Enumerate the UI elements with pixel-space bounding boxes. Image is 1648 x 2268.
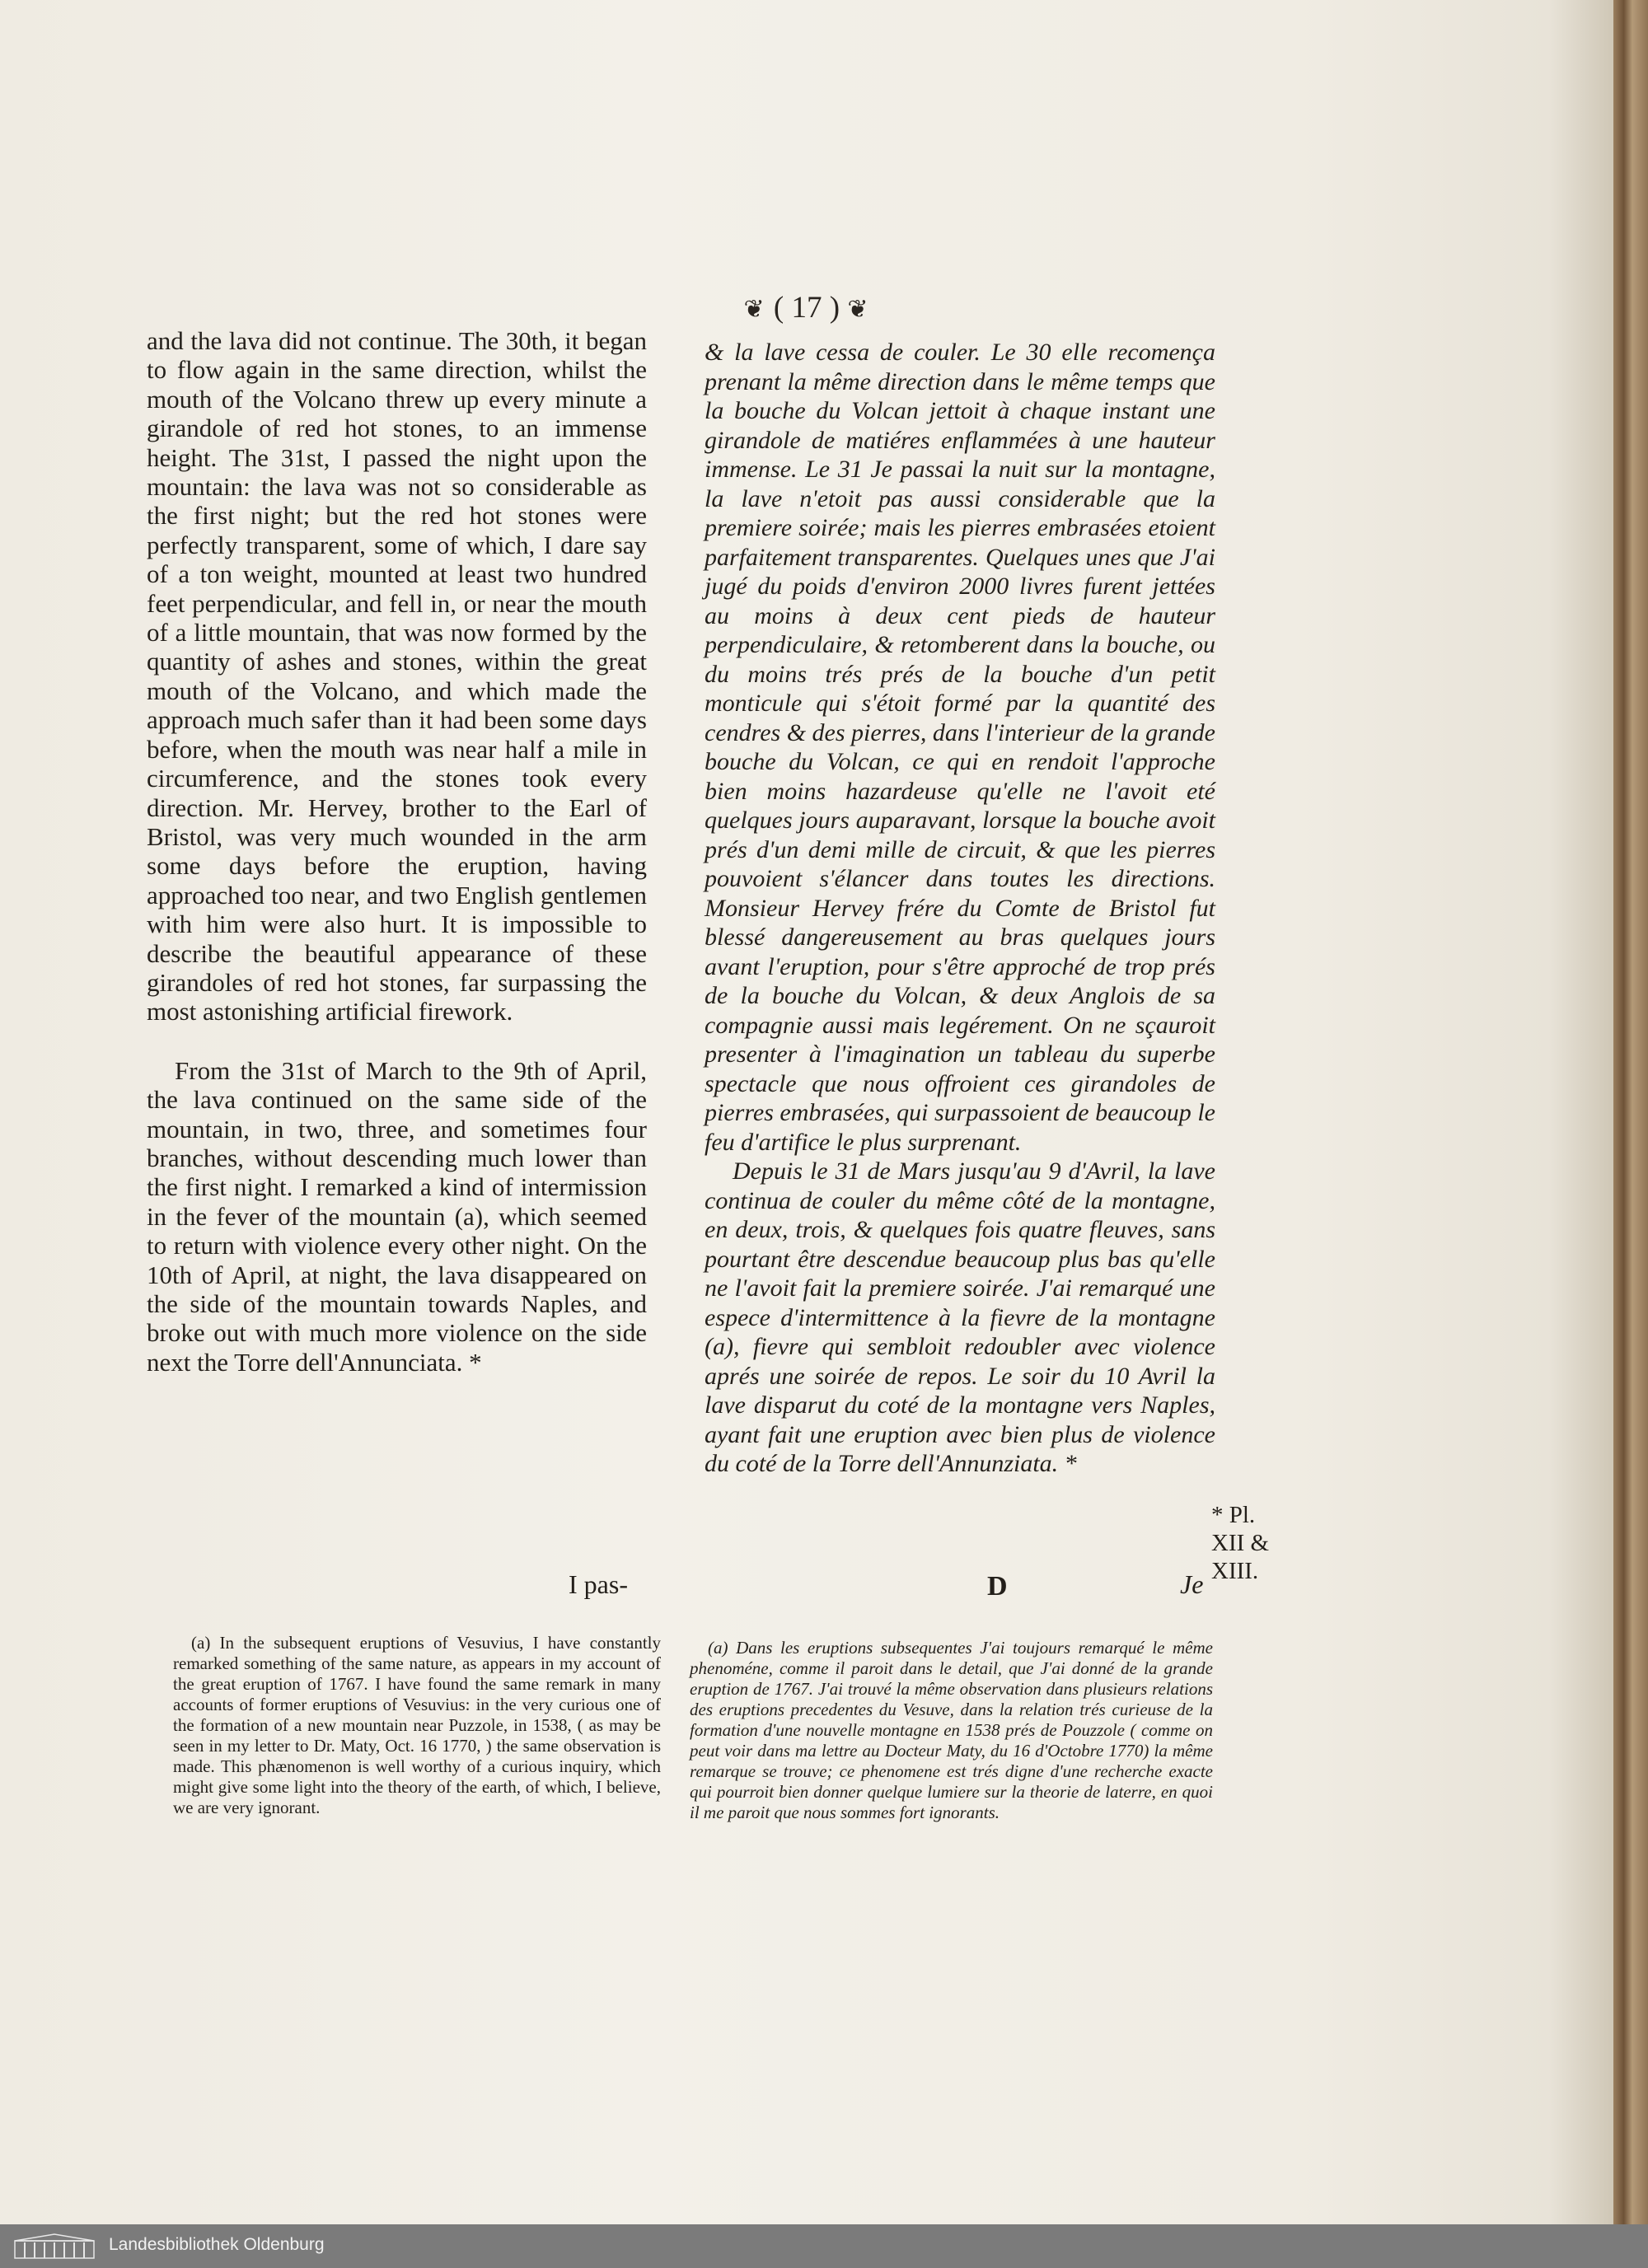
footer-bar	[0, 2224, 1648, 2268]
french-footnote	[690, 1638, 1213, 1823]
french-catchword: Je	[1180, 1569, 1204, 1599]
french-paragraph: Depuis le 31 de Mars jusqu'au 9 d'Avril, la lave continua de couler du même côté de la montagne, en deux, trois, & quelques fois quatre fleuves, sans pourtant être descendue beaucoup plus bas qu'elle ne l'avoit fait la premiere soirée. J'ai remarqué une espece d'intermittence à la fievre de la montagne (a), fievre qui sembloit redoubler avec violence aprés une soirée de repos. Le soir du 10 Avril la lave disparut du coté de la montagne vers Naples, ayant fait une eruption avec bien plus de violence du coté de la Torre dell'Annunziata. *	[705, 1157, 1215, 1477]
english-footnote-text: (a) In the subsequent eruptions of Vesuvius, I have constantly remarked something of the same nature, as appears in my account of the great eruption of 1767. I have found the same remark in many accounts of former eruptions of Vesuvius: in the very curious one of the formation of a new mountain near Puzzole, in 1538, ( as may be seen in my letter to Dr. Maty, Oct. 16 1770, ) the same observation is made. This phænomenon is well worthy of a curious inquiry, which might give some light into the theory of the earth, of which, I believe, we are very ignorant.	[173, 1633, 661, 1817]
library-name: Landesbibliothek Oldenburg	[109, 2235, 325, 2254]
book-edge	[1613, 0, 1648, 2224]
plate-reference-note: * Pl. XII & XIII.	[1211, 1502, 1270, 1584]
ornament-left-icon: ❦	[743, 296, 766, 323]
ornament-right-icon: ❦	[847, 296, 870, 323]
english-paragraph: and the lava did not continue. The 30th, it began to flow again in the same direction, whilst the mouth of the Volcano threw up every minute a girandole of red hot stones, to an immense height. The 31st, I passed the night upon the mountain: the lava was not so considerable as the first night; but the red hot stones were perfectly transparent, some of which, I dare say of a ton weight, mounted at least two hundred feet perpendicular, and fell in, or near the mouth of a little mountain, that was now formed by the quantity of ashes and stones, within the great mouth of the Volcano, and which made the approach much safer than it had been some days before, when the mouth was near half a mile in circumference, and the stones took every direction. Mr. Hervey, brother to the Earl of Bristol, was very much wounded in the arm some days before the eruption, having approached too near, and two English gentlemen with him were also hurt. It is impossible to describe the beautiful appearance of these girandoles of red hot stones, far surpassing the most astonishing artificial firework.	[147, 326, 647, 1026]
english-column	[147, 326, 647, 1377]
english-footnote	[173, 1633, 661, 1818]
page-header	[0, 290, 1613, 325]
library-building-icon	[13, 2233, 96, 2260]
english-catchword: I pas-	[569, 1569, 628, 1599]
english-paragraph: From the 31st of March to the 9th of April, the lava continued on the same side of the mountain, in two, three, and sometimes four branches, without descending much lower than the first night. I remarked a kind of intermission in the fever of the mountain (a), which seemed to return with violence every other night. On the 10th of April, at night, the lava disappeared on the side of the mountain towards Naples, and broke out with much more violence on the side next the Torre dell'Annunciata. *	[147, 1055, 647, 1377]
french-footnote-text: (a) Dans les eruptions subsequentes J'ai toujours remarqué le même phenoméne, comme il paroit dans le detail, que J'ai donné de la grande eruption de 1767. J'ai trouvé la même observation dans plusieurs relations des eruptions precedentes du Vesuve, dans la relation trés curieuse de la formation d'une nouvelle montagne en 1538 prés de Pouzzole ( comme on peut voir dans ma lettre au Docteur Maty, du 16 d'Octobre 1770) la même remarque se trouve; ce phenomene est trés digne d'une recherche exacte qui pourroit bien donner quelque lumiere sur la theorie de laterre, en quoi il me paroit que nous sommes fort ignorants.	[690, 1638, 1213, 1822]
page-number: ( 17 )	[773, 291, 840, 325]
french-column	[705, 338, 1215, 1479]
signature-mark: D	[987, 1571, 1008, 1602]
french-paragraph: & la lave cessa de couler. Le 30 elle recomença prenant la même direction dans le même temps que la bouche du Volcan jettoit à chaque instant une girandole de matiéres enflammées à une hauteur immense. Le 31 Je passai la nuit sur la montagne, la lave n'etoit pas aussi considerable que la premiere soirée; mais les pierres embrasées etoient parfaitement transparentes. Quelques unes que J'ai jugé du poids d'environ 2000 livres furent jettées au moins à deux cent pieds de hauteur perpendiculaire, & retomberent dans la bouche, ou du moins trés prés de la bouche d'un petit monticule qui s'étoit formé par la quantité des cendres & des pierres, dans l'interieur de la grande bouche du Volcan, ce qui en rendoit l'approche bien moins hazardeuse qu'elle ne l'avoit eté quelques jours auparavant, lorsque la bouche avoit prés d'un demi mille de circuit, & que les pierres pouvoient s'élancer dans toutes les directions. Monsieur Hervey frére du Comte de Bristol fut blessé dangereusement au bras quelques jours avant l'eruption, pour s'être approché de trop prés de la bouche du Volcan, & deux Anglois de sa compagnie aussi mais legérement. On ne sçauroit presenter à l'imagination un tableau du superbe spectacle que nous offroient ces girandoles de pierres embrasées, qui surpassoient de beaucoup le feu d'artifice le plus surprenant.	[705, 339, 1215, 1156]
